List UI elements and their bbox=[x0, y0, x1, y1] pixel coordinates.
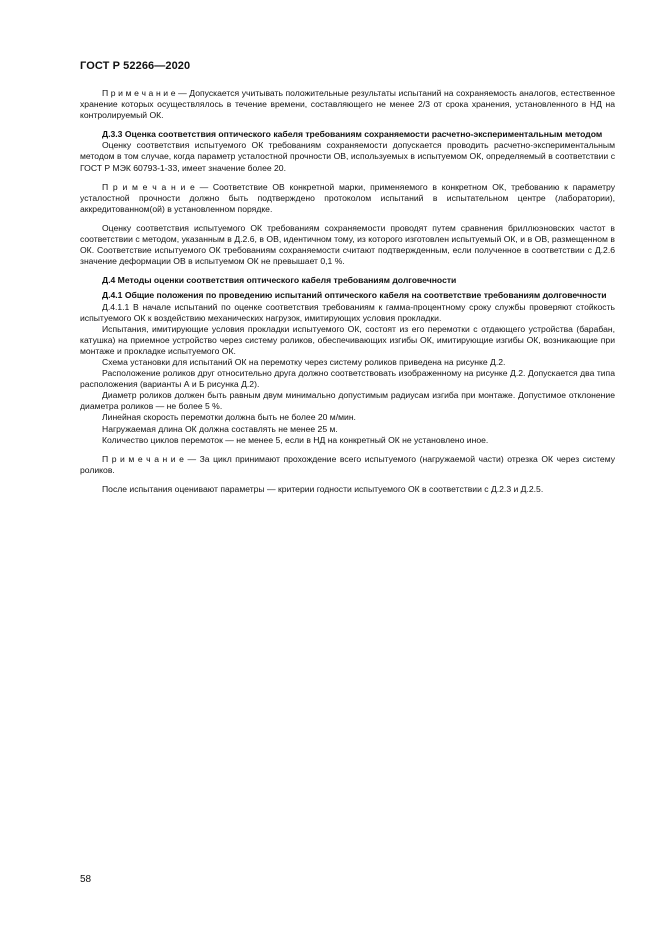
paragraph: Диаметр роликов должен быть равным двум минимально допустимым радиусам изгиба при монтаже. Допустимое отклонение диаметра роликов — не более 5 %. bbox=[80, 390, 615, 412]
paragraph: Схема установки для испытаний ОК на перемотку через систему роликов приведена на рисунке Д.2. bbox=[102, 356, 506, 367]
paragraph: После испытания оценивают параметры — критерии годности испытуемого ОК в соответствии с Д.2.3 и Д.2.5. bbox=[102, 483, 544, 494]
paragraph: Д.4.1.1 В начале испытаний по оценке соответствия требованиям к гамма-процентному сроку службы проверяют стойкость испытуемого ОК к воздействию механических нагрузок, имитирующих условия прокладки. bbox=[80, 301, 615, 323]
note-text: — Допускается учитывать положительные результаты испытаний на сохраняемость аналогов, естественное хранение которых осуществлялось в течение времени, составляющего не менее 2/3 от срока хранения, установленного в НД на контролируемый ОК. bbox=[80, 88, 615, 121]
document-header: ГОСТ Р 52266—2020 bbox=[80, 60, 191, 72]
note-label: П р и м е ч а н и е bbox=[102, 453, 184, 464]
page-number: 58 bbox=[80, 874, 92, 885]
note-1 bbox=[80, 88, 615, 121]
note-2 bbox=[80, 182, 615, 215]
note-label: П р и м е ч а н и е bbox=[102, 181, 195, 192]
page-body bbox=[80, 88, 615, 495]
paragraph: Расположение роликов друг относительно друга должно соответствовать изображенному на рисунке Д.2. Допускается два типа расположения (варианты А и Б рисунка Д.2). bbox=[80, 368, 615, 390]
section-heading-d4: Д.4 Методы оценки соответствия оптического кабеля требованиям долговечности bbox=[102, 275, 457, 286]
section-heading-d33: Д.3.3 Оценка соответствия оптического кабеля требованиям сохраняемости расчетно-экспериментальным методом bbox=[102, 129, 603, 140]
paragraph: Оценку соответствия испытуемого ОК требованиям сохраняемости допускается проводить расчетно-экспериментальным методом в том случае, когда параметр усталостной прочности ОВ, используемых в испытуемом ОК, определяемый в соответствии с ГОСТ Р МЭК 60793-1-33, имеет значение более 20. bbox=[80, 140, 615, 173]
note-3 bbox=[80, 454, 615, 476]
note-text: — Соответствие ОВ конкретной марки, применяемого в конкретном ОК, требованию к параметру усталостной прочности должно быть подтверждено протоколом испытаний в испытательном центре (лаборатории), аккредитованном(ой) в установленном порядке. bbox=[80, 181, 616, 214]
paragraph: Количество циклов перемоток — не менее 5, если в НД на конкретный ОК не установлено иное. bbox=[102, 434, 489, 445]
section-heading-d41: Д.4.1 Общие положения по проведению испытаний оптического кабеля на соответствие требованиям долговечности bbox=[102, 290, 607, 301]
note-label: П р и м е ч а н и е bbox=[102, 88, 176, 98]
paragraph: Оценку соответствия испытуемого ОК требованиям сохраняемости проводят путем сравнения бриллюэновских частот в соответствии с методом, указанным в Д.2.6, в ОВ, идентичном тому, из которого изготовлен испытуемый ОК, и в ОВ, размещенном в ОК. Соответствие испытуемого ОК требованиям сохраняемости считают подтвержденным, если полученное в соответствии с Д.2.6 значение деформации ОВ в испытуемом ОК не превышает 0,1 %. bbox=[80, 222, 615, 267]
paragraph: Нагружаемая длина ОК должна составлять не менее 25 м. bbox=[102, 423, 338, 434]
paragraph: Линейная скорость перемотки должна быть не более 20 м/мин. bbox=[102, 412, 356, 423]
paragraph: Испытания, имитирующие условия прокладки испытуемого ОК, состоят из его перемотки с отдающего устройства (барабан, катушка) на приемное устройство через систему роликов, обеспечивающих изгибы ОК, имитирующие изгибы ОК, возникающие при монтаже и прокладке испытуемого ОК. bbox=[80, 323, 615, 356]
note-text: — За цикл принимают прохождение всего испытуемого (нагружаемой части) отрезка ОК через систему роликов. bbox=[80, 453, 616, 475]
